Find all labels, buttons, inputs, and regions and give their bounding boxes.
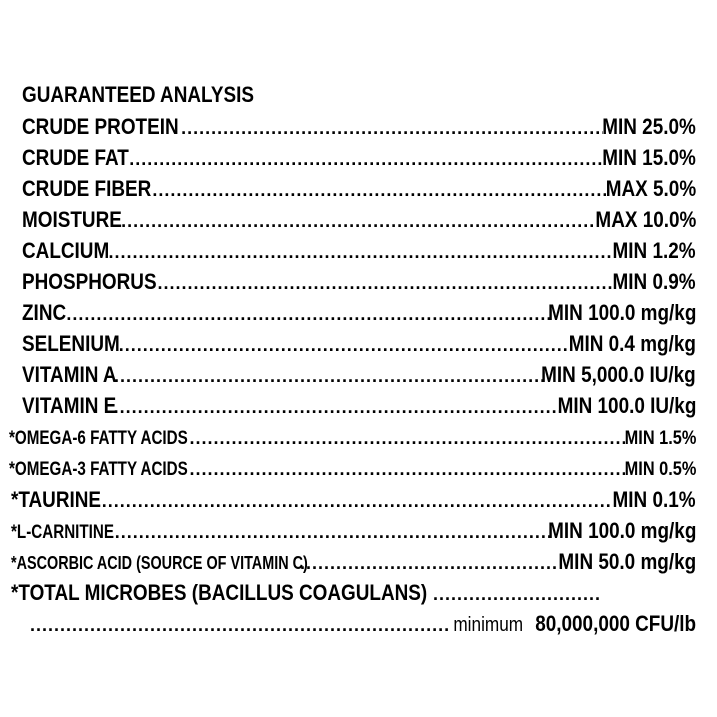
nutrient-value: MIN 100.0 mg/kg bbox=[547, 300, 696, 325]
nutrient-value: MAX 5.0% bbox=[605, 176, 696, 201]
analysis-row-phosphorus bbox=[22, 267, 696, 297]
minimum-prefix: minimum bbox=[453, 614, 523, 636]
nutrient-label: CRUDE FAT bbox=[22, 145, 129, 170]
nutrient-value: MAX 10.0% bbox=[595, 207, 696, 232]
nutrient-label: *L-CARNITINE bbox=[11, 522, 115, 543]
nutrient-value: MIN 1.5% bbox=[624, 428, 696, 449]
cfu-value: 80,000,000 CFU/lb bbox=[535, 611, 696, 636]
analysis-row-vitamin-a bbox=[22, 360, 696, 390]
dot-leader bbox=[102, 486, 614, 515]
dot-leader bbox=[66, 299, 549, 328]
analysis-row-moisture bbox=[22, 205, 696, 235]
nutrient-label: CRUDE PROTEIN bbox=[22, 114, 179, 139]
dot-leader bbox=[433, 579, 599, 608]
analysis-row-selenium bbox=[22, 329, 696, 359]
dot-leader bbox=[181, 113, 603, 142]
analysis-row-crude-fat bbox=[22, 143, 696, 173]
nutrient-label: *TOTAL MICROBES (BACILLUS COAGULANS) bbox=[11, 580, 428, 605]
nutrient-value: MIN 1.2% bbox=[612, 238, 696, 263]
nutrient-label: CALCIUM bbox=[22, 238, 110, 263]
nutrient-label: VITAMIN A bbox=[22, 362, 117, 387]
analysis-row-zinc bbox=[22, 298, 696, 328]
nutrient-value: MIN 25.0% bbox=[602, 114, 696, 139]
nutrient-label: SELENIUM bbox=[22, 331, 120, 356]
dot-leader bbox=[129, 144, 603, 173]
nutrient-value: MIN 50.0 mg/kg bbox=[558, 549, 696, 574]
dot-leader bbox=[121, 206, 595, 235]
analysis-row-vitamin-e bbox=[22, 391, 696, 421]
analysis-row-omega-6 bbox=[9, 423, 696, 453]
analysis-row-cfu-minimum bbox=[30, 609, 696, 639]
nutrient-label: *TAURINE bbox=[11, 487, 102, 512]
dot-leader bbox=[189, 454, 624, 484]
dot-leader bbox=[157, 268, 613, 297]
dot-leader bbox=[114, 361, 544, 390]
analysis-row-total-microbes bbox=[11, 578, 599, 608]
analysis-row-crude-fiber bbox=[22, 174, 696, 204]
analysis-row-calcium bbox=[22, 236, 696, 266]
nutrient-label: MOISTURE bbox=[22, 207, 122, 232]
dot-leader bbox=[119, 330, 570, 359]
analysis-row-crude-protein bbox=[22, 112, 696, 142]
nutrient-label: *OMEGA-6 FATTY ACIDS bbox=[9, 428, 188, 449]
dot-leader bbox=[30, 610, 450, 639]
nutrient-label: CRUDE FIBER bbox=[22, 176, 152, 201]
dot-leader bbox=[108, 237, 613, 266]
nutrient-value: MIN 0.4 mg/kg bbox=[568, 331, 696, 356]
dot-leader bbox=[300, 548, 559, 577]
dot-leader bbox=[115, 517, 550, 546]
dot-leader bbox=[189, 423, 624, 453]
nutrient-value: MIN 0.5% bbox=[624, 459, 696, 480]
nutrient-label: *ASCORBIC ACID (SOURCE OF VITAMIN C) bbox=[11, 553, 308, 573]
nutrient-label: ZINC bbox=[22, 300, 67, 325]
nutrient-value: MIN 15.0% bbox=[602, 145, 696, 170]
dot-leader bbox=[114, 392, 559, 421]
nutrient-label: PHOSPHORUS bbox=[22, 269, 157, 294]
nutrient-value: MIN 100.0 mg/kg bbox=[547, 518, 696, 543]
dot-leader bbox=[152, 175, 606, 204]
analysis-row-taurine bbox=[11, 485, 696, 515]
nutrient-value: MIN 100.0 IU/kg bbox=[557, 393, 696, 418]
analysis-row-l-carnitine bbox=[11, 516, 696, 546]
nutrient-value: MIN 0.1% bbox=[612, 487, 696, 512]
nutrient-label: *OMEGA-3 FATTY ACIDS bbox=[9, 459, 188, 480]
nutrient-value: MIN 5,000.0 IU/kg bbox=[541, 362, 696, 387]
analysis-row-ascorbic-acid bbox=[11, 547, 696, 577]
nutrient-value: MIN 0.9% bbox=[612, 269, 696, 294]
analysis-row-omega-3 bbox=[9, 454, 696, 484]
guaranteed-analysis-heading: GUARANTEED ANALYSIS bbox=[22, 82, 254, 107]
nutrient-label: VITAMIN E bbox=[22, 393, 117, 418]
